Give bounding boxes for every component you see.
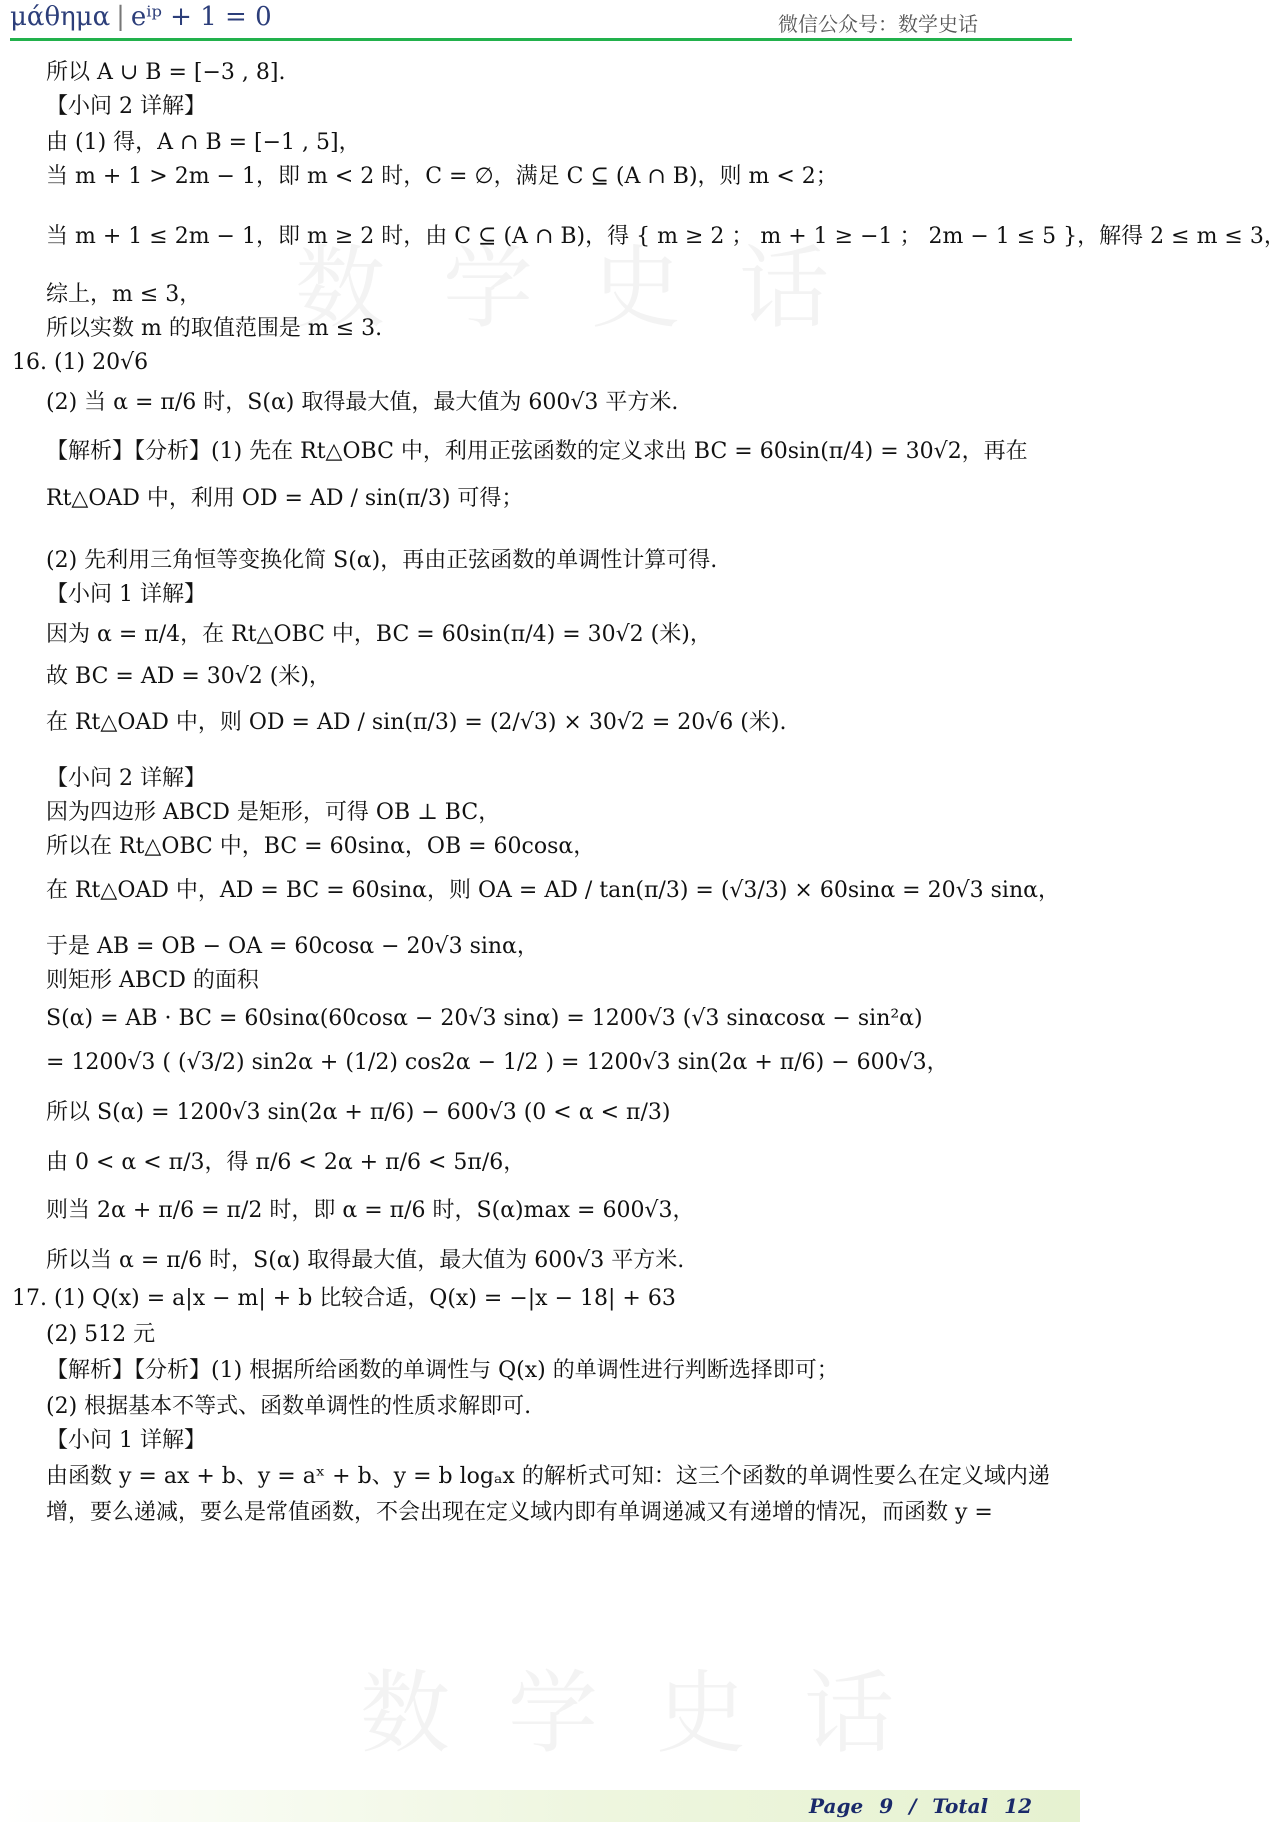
document-body	[0, 44, 1286, 1764]
text-line: 因为四边形 ABCD 是矩形，可得 OB ⊥ BC，	[46, 800, 501, 825]
page-header	[0, 0, 1080, 44]
text-line: 则矩形 ABCD 的面积	[46, 968, 259, 993]
section-heading: 【小问 1 详解】	[46, 1428, 206, 1453]
text-line: 所以 S(α) = 1200√3 sin(2α + π/6) − 600√3 (0 < α < π/3)	[46, 1100, 671, 1125]
text-line: (2) 先利用三角恒等变换化简 S(α)，再由正弦函数的单调性计算可得.	[46, 548, 718, 573]
text-line: 因为 α = π/4，在 Rt△OBC 中，BC = 60sin(π/4) = 30√2 (米)，	[46, 622, 712, 647]
answer-16: 16. (1) 20√6	[12, 350, 149, 375]
text-line: 【解析】【分析】(1) 根据所给函数的单调性与 Q(x) 的单调性进行判断选择即可；	[46, 1358, 839, 1383]
text-line: 由 0 < α < π/3，得 π/6 < 2α + π/6 < 5π/6，	[46, 1150, 526, 1175]
header-divider	[10, 38, 1072, 41]
text-line: = 1200√3 ( (√3/2) sin2α + (1/2) cos2α − 1/2 ) = 1200√3 sin(2α + π/6) − 600√3，	[46, 1050, 949, 1075]
text-line: 故 BC = AD = 30√2 (米)，	[46, 664, 331, 689]
total-pages: 12	[1004, 1794, 1032, 1818]
text-line: (2) 当 α = π/6 时，S(α) 取得最大值，最大值为 600√3 平方米.	[46, 390, 679, 415]
section-heading: 【小问 1 详解】	[46, 582, 206, 607]
section-heading: 【小问 2 详解】	[46, 94, 206, 119]
brand-logo: μάθημα | eⁱᵖ + 1 = 0	[10, 2, 272, 32]
text-line: (2) 512 元	[46, 1322, 156, 1347]
watermark: 数学史话	[295, 236, 887, 341]
text-line: 由 (1) 得，A ∩ B = [−1 , 5]，	[46, 130, 361, 155]
text-line: 在 Rt△OAD 中，则 OD = AD / sin(π/3) = (2/√3) × 30√2 = 20√6 (米).	[46, 710, 787, 735]
brand-name: μάθημα	[10, 2, 111, 32]
text-line: 当 m + 1 ≤ 2m − 1，即 m ≥ 2 时，由 C ⊆ (A ∩ B)，得 { m ≥ 2 ； m + 1 ≥ −1 ； 2m − 1 ≤ 5 }，解得 2 ≤ m ≤ 3，	[46, 224, 1286, 249]
text-line: 综上，m ≤ 3，	[46, 282, 202, 307]
text-line: S(α) = AB · BC = 60sinα(60cosα − 20√3 sinα) = 1200√3 (√3 sinαcosα − sin²α)	[46, 1006, 923, 1031]
text-line: 【解析】【分析】(1) 先在 Rt△OBC 中，利用正弦函数的定义求出 BC = 60sin(π/4) = 30√2，再在	[46, 439, 1028, 464]
answer-17: 17. (1) Q(x) = a|x − m| + b 比较合适，Q(x) = −|x − 18| + 63	[12, 1286, 676, 1311]
text-line: 由函数 y = ax + b、y = aˣ + b、y = b logₐx 的解析式可知：这三个函数的单调性要么在定义域内递	[46, 1464, 1050, 1489]
text-line: 增，要么递减，要么是常值函数，不会出现在定义域内即有单调递减又有递增的情况，而函数 y =	[46, 1500, 993, 1525]
text-line: 在 Rt△OAD 中，AD = BC = 60sinα，则 OA = AD / tan(π/3) = (√3/3) × 60sinα = 20√3 sinα，	[46, 878, 1060, 903]
text-line: 所以 A ∪ B = [−3 , 8].	[46, 60, 286, 85]
euler-formula: eⁱᵖ + 1 = 0	[130, 2, 272, 32]
watermark: 数学史话	[360, 1661, 952, 1766]
section-heading: 【小问 2 详解】	[46, 766, 206, 791]
text-line: 当 m + 1 > 2m − 1，即 m < 2 时，C = ∅，满足 C ⊆ (A ∩ B)，则 m < 2；	[46, 164, 838, 189]
wechat-account: 微信公众号：数学史话	[778, 12, 978, 36]
page-footer	[0, 1790, 1080, 1822]
text-line: 所以实数 m 的取值范围是 m ≤ 3.	[46, 316, 383, 341]
current-page: 9	[879, 1794, 894, 1818]
text-line: (2) 根据基本不等式、函数单调性的性质求解即可.	[46, 1394, 532, 1419]
text-line: 于是 AB = OB − OA = 60cosα − 20√3 sinα，	[46, 934, 539, 959]
text-line: 则当 2α + π/6 = π/2 时，即 α = π/6 时，S(α)max = 600√3，	[46, 1198, 695, 1223]
text-line: 所以在 Rt△OBC 中，BC = 60sinα，OB = 60cosα，	[46, 834, 596, 859]
page-indicator: Page 9 / Total 12	[809, 1794, 1032, 1818]
text-line: 所以当 α = π/6 时，S(α) 取得最大值，最大值为 600√3 平方米.	[46, 1248, 685, 1273]
text-line: Rt△OAD 中，利用 OD = AD / sin(π/3) 可得；	[46, 486, 524, 511]
